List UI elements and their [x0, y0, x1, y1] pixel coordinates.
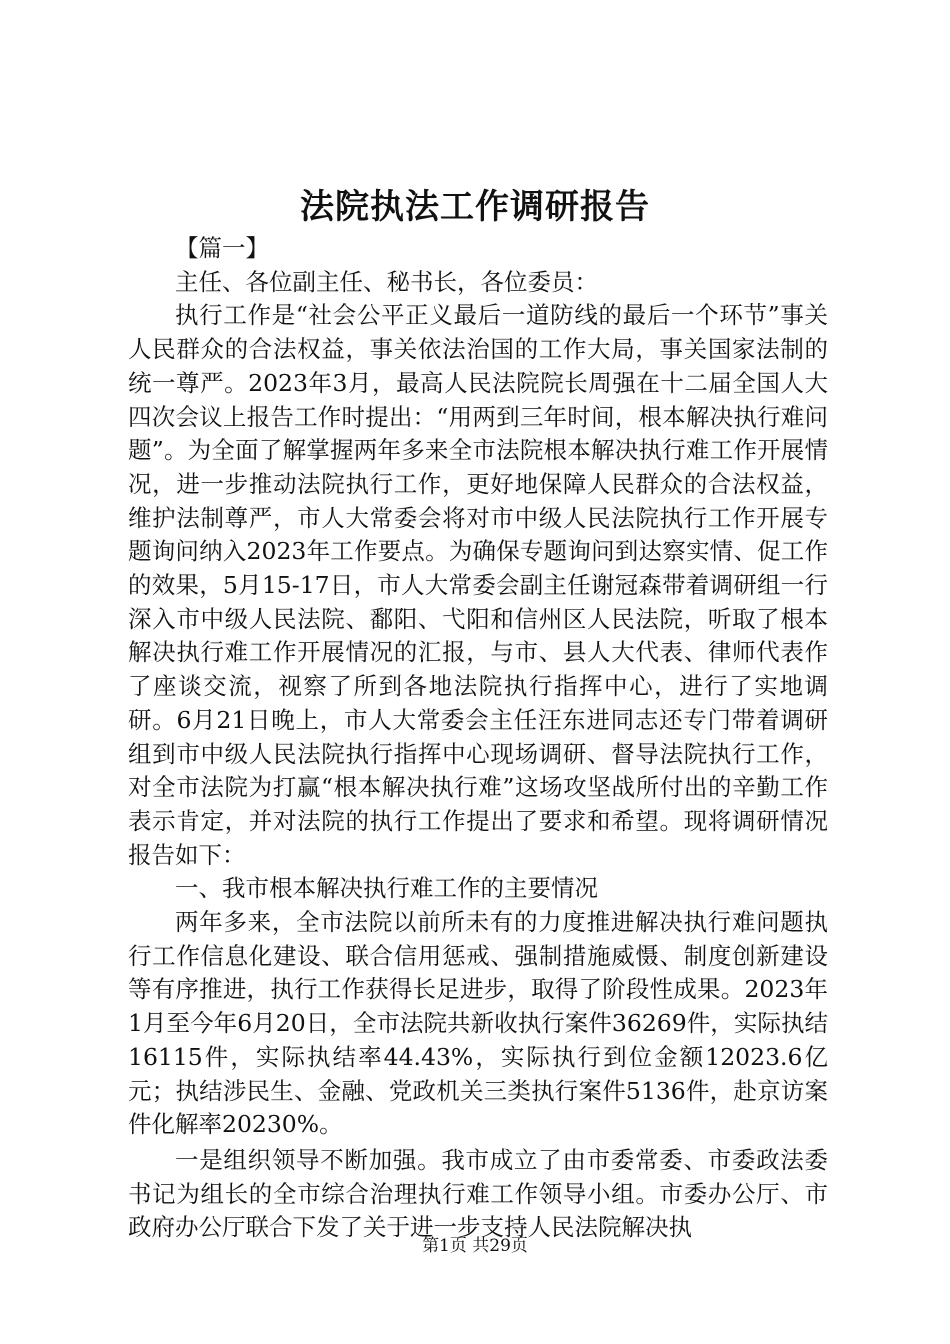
subheading-paragraph: 一、我市根本解决执行难工作的主要情况: [175, 874, 598, 903]
document-title: 法院执法工作调研报告: [300, 187, 650, 227]
page-total: 共29页: [472, 1236, 528, 1256]
salutation-paragraph: 主任、各位副主任、秘书长，各位委员：: [175, 267, 598, 296]
intro-paragraph: 执行工作是“社会公平正义最后一道防线的最后一个环节”事关人民群众的合法权益，事关依法治国的工作大局，事关国家法制的统一尊严。2023年3月，最高人民法院院长周强在十二届全国人大四次会议上报告工作时提出：“用两到三年时间，根本解决执行难问题”。为全面了解掌握两年多来全市法院根本解决执行难工作开展情况，进一步推动法院执行工作，更好地保障人民群众的合法权益，维护法制尊严，市人大常委会将对市中级人民法院执行工作开展专题询问纳入2023年工作要点。为确保专题询问到达察实情、促工作的效果，5月15-17日，市人大常委会副主任谢冠森带着调研组一行深入市中级人民法院、鄱阳、弋阳和信州区人民法院，听取了根本解决执行难工作开展情况的汇报，与市、县人大代表、律师代表作了座谈交流，视察了所到各地法院执行指挥中心，进行了实地调研。6月21日晚上，市人大常委会主任汪东进同志还专门带着调研组到市中级人民法院执行指挥中心现场调研、督导法院执行工作，对全市法院为打赢“根本解决执行难”这场攻坚战所付出的辛勤工作表示肯定，并对法院的执行工作提出了要求和希望。现将调研情况报告如下：: [128, 301, 828, 869]
situation-paragraph: 两年多来，全市法院以前所未有的力度推进解决执行难问题执行工作信息化建设、联合信用惩戒、强制措施威慑、制度创新建设等有序推进，执行工作获得长足进步，取得了阶段性成果。2023年1月至今年6月20日，全市法院共新收执行案件36269件，实际执结16115件，实际执结率44.43%，实际执行到位金额12023.6亿元；执结涉民生、金融、党政机关三类执行案件5136件，赴京访案件化解率20230%。: [128, 908, 828, 1139]
page-footer: [0, 1234, 950, 1258]
leadership-paragraph: 一是组织领导不断加强。我市成立了由市委常委、市委政法委书记为组长的全市综合治理执行难工作领导小组。市委办公厅、市政府办公厅联合下发了关于进一步支持人民法院解决执: [128, 1145, 828, 1242]
section-heading: 【篇一】: [175, 234, 269, 262]
page-number: 第1页: [422, 1236, 467, 1256]
document-body: [128, 232, 828, 1245]
